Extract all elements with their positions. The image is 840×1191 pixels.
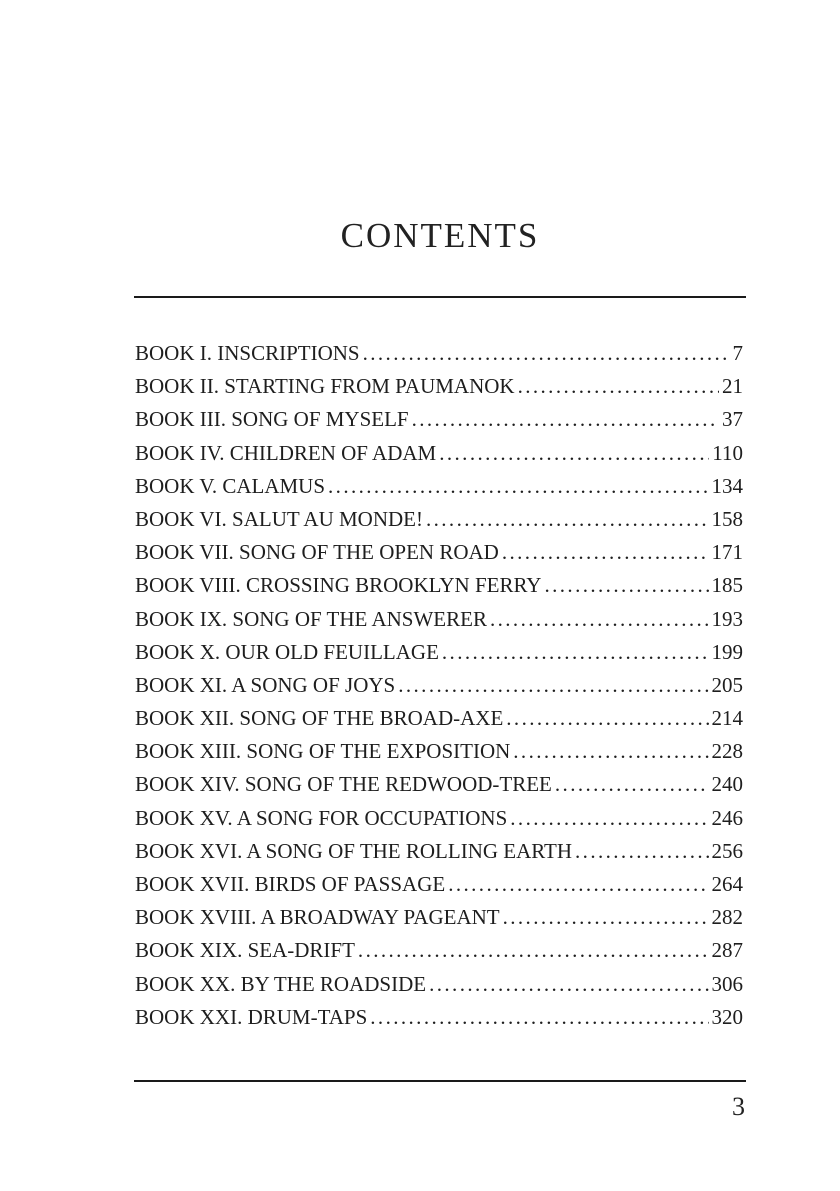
dot-leader	[426, 503, 709, 536]
toc-entry-page: 199	[711, 639, 743, 664]
dot-leader	[513, 735, 708, 768]
dot-leader	[575, 835, 708, 868]
top-rule	[134, 296, 746, 298]
dot-leader	[510, 802, 708, 835]
dot-leader	[363, 337, 730, 370]
dot-leader	[412, 403, 719, 436]
toc-entry-title: BOOK IX. SONG OF THE ANSWERER	[135, 606, 487, 631]
toc-entry[interactable]	[135, 968, 743, 1001]
toc-entry-page: 214	[711, 706, 743, 731]
dot-leader	[429, 968, 708, 1001]
dot-leader	[506, 702, 708, 735]
toc-entry-title: BOOK XI. A SONG OF JOYS	[135, 672, 396, 697]
dot-leader	[490, 603, 709, 636]
toc-entry-title: BOOK VI. SALUT AU MONDE!	[135, 506, 423, 531]
toc-entry[interactable]	[135, 503, 743, 536]
dot-leader	[370, 1001, 708, 1034]
bottom-rule	[134, 1080, 746, 1082]
toc-entry-title: BOOK XVIII. A BROADWAY PAGEANT	[135, 905, 500, 930]
toc-entry[interactable]	[135, 802, 743, 835]
table-of-contents	[135, 337, 743, 1034]
toc-entry-page: 256	[711, 838, 743, 863]
toc-entry[interactable]	[135, 702, 743, 735]
toc-entry-title: BOOK X. OUR OLD FEUILLAGE	[135, 639, 439, 664]
dot-leader	[328, 470, 708, 503]
toc-entry-page: 228	[711, 739, 743, 764]
dot-leader	[398, 669, 708, 702]
page-number: 3	[732, 1092, 745, 1121]
toc-entry[interactable]	[135, 470, 743, 503]
toc-entry-page: 21	[722, 374, 743, 399]
toc-entry-title: BOOK XXI. DRUM-TAPS	[135, 1004, 368, 1029]
toc-entry-page: 37	[722, 407, 743, 432]
toc-entry-title: BOOK IV. CHILDREN OF ADAM	[135, 440, 437, 465]
toc-entry-page: 205	[711, 672, 743, 697]
toc-entry[interactable]	[135, 536, 743, 569]
toc-entry[interactable]	[135, 868, 743, 901]
toc-entry[interactable]	[135, 569, 743, 602]
toc-entry[interactable]	[135, 1001, 743, 1034]
toc-entry[interactable]	[135, 337, 743, 370]
toc-entry-title: BOOK I. INSCRIPTIONS	[135, 341, 360, 365]
toc-entry[interactable]	[135, 370, 743, 403]
dot-leader	[544, 569, 708, 602]
dot-leader	[503, 901, 709, 934]
toc-entry[interactable]	[135, 603, 743, 636]
toc-entry-title: BOOK V. CALAMUS	[135, 473, 326, 498]
dot-leader	[555, 768, 709, 801]
toc-entry-page: 240	[711, 772, 743, 797]
toc-entry-title: BOOK XVI. A SONG OF THE ROLLING EARTH	[135, 838, 573, 863]
toc-entry-page: 264	[711, 872, 743, 896]
toc-entry-title: BOOK VII. SONG OF THE OPEN ROAD	[135, 540, 499, 565]
toc-entry[interactable]	[135, 669, 743, 702]
toc-entry-title: BOOK XVII. BIRDS OF PASSAGE	[135, 872, 446, 896]
toc-entry-page: 7	[732, 341, 743, 365]
toc-entry-page: 282	[711, 905, 743, 930]
toc-entry-page: 306	[711, 971, 743, 996]
dot-leader	[442, 636, 709, 669]
toc-entry-title: BOOK III. SONG OF MYSELF	[135, 407, 409, 432]
toc-entry[interactable]	[135, 403, 743, 436]
toc-entry-title: BOOK XIX. SEA-DRIFT	[135, 938, 355, 963]
toc-entry-title: BOOK XIII. SONG OF THE EXPOSITION	[135, 739, 511, 764]
toc-entry[interactable]	[135, 934, 743, 967]
toc-entry[interactable]	[135, 636, 743, 669]
toc-entry-page: 246	[711, 805, 743, 830]
toc-entry-page: 134	[711, 473, 743, 498]
toc-entry-page: 110	[712, 440, 743, 465]
dot-leader	[439, 437, 709, 470]
toc-entry[interactable]	[135, 437, 743, 470]
toc-entry-page: 185	[711, 573, 743, 598]
dot-leader	[502, 536, 709, 569]
page-title: CONTENTS	[340, 216, 540, 255]
toc-entry[interactable]	[135, 901, 743, 934]
toc-entry-page: 158	[711, 506, 743, 531]
toc-entry[interactable]	[135, 835, 743, 868]
dot-leader	[518, 370, 719, 403]
toc-entry-title: BOOK VIII. CROSSING BROOKLYN FERRY	[135, 573, 542, 598]
toc-entry-page: 193	[711, 606, 743, 631]
toc-entry[interactable]	[135, 768, 743, 801]
toc-entry-title: BOOK XV. A SONG FOR OCCUPATIONS	[135, 805, 508, 830]
toc-entry-page: 287	[711, 938, 743, 963]
dot-leader	[358, 934, 709, 967]
toc-entry-page: 320	[711, 1004, 743, 1029]
toc-entry-title: BOOK II. STARTING FROM PAUMANOK	[135, 374, 515, 399]
toc-entry-title: BOOK XIV. SONG OF THE REDWOOD-TREE	[135, 772, 552, 797]
dot-leader	[448, 868, 708, 901]
toc-entry-page: 171	[711, 540, 743, 565]
toc-entry[interactable]	[135, 735, 743, 768]
toc-entry-title: BOOK XX. BY THE ROADSIDE	[135, 971, 427, 996]
toc-entry-title: BOOK XII. SONG OF THE BROAD-AXE	[135, 706, 504, 731]
